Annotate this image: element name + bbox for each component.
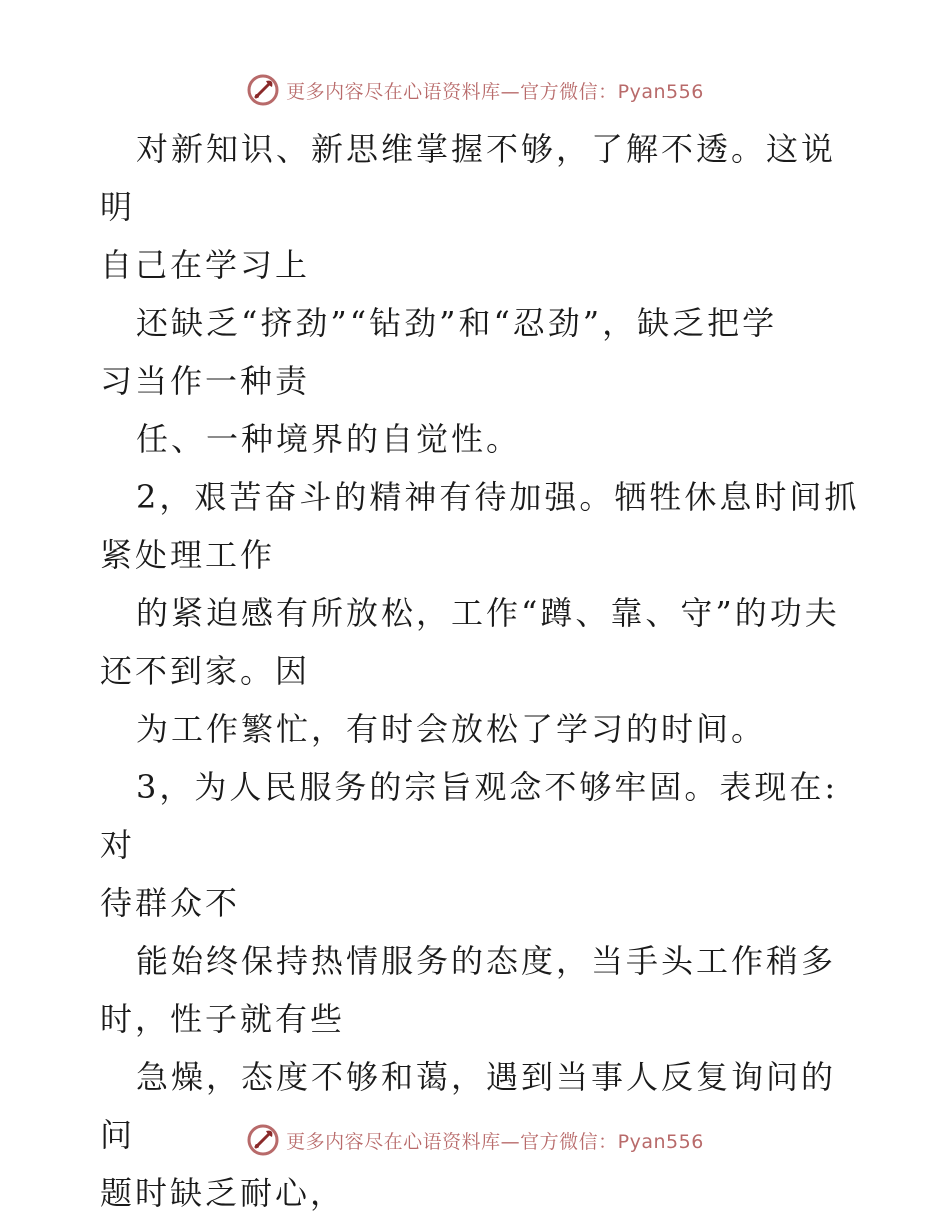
paragraph-line: 能始终保持热情服务的态度，当手头工作稍多 (136, 942, 837, 980)
paragraph-line-continued: 待群众不 (100, 884, 241, 922)
header-banner (0, 70, 950, 110)
paragraph-line-continued: 紧处理工作 (100, 536, 276, 574)
document-body (100, 120, 860, 1222)
paragraph-line: 对新知识、新思维掌握不够，了解不透。这说明 (100, 130, 837, 226)
paragraph-line-continued: 题时缺乏耐心， (100, 1174, 346, 1212)
paragraph-line: 2，艰苦奋斗的精神有待加强。牺牲休息时间抓 (136, 478, 860, 516)
paragraph-line: 急燥，态度不够和蔼，遇到当事人反复询问的问 (100, 1058, 837, 1154)
banner-separator: — (500, 1130, 521, 1153)
wechat-id: 官方微信：Pyan556 (520, 80, 704, 103)
wechat-id: 官方微信：Pyan556 (520, 1130, 704, 1153)
quill-logo-icon (246, 73, 280, 107)
footer-banner-text (286, 1127, 704, 1154)
paragraph-line-continued: 习当作一种责 (100, 362, 311, 400)
banner-separator: — (500, 80, 521, 103)
paragraph-line: 3，为人民服务的宗旨观念不够牢固。表现在:对 (100, 768, 839, 864)
paragraph-line-continued: 自己在学习上 (100, 246, 311, 284)
paragraph-line: 的紧迫感有所放松，工作“蹲、靠、守”的功夫 (136, 594, 840, 632)
header-banner-inner (246, 73, 704, 107)
footer-banner-inner (246, 1123, 704, 1157)
header-banner-text (286, 77, 704, 104)
paragraph-line-continued: 时，性子就有些 (100, 1000, 346, 1038)
paragraph-line: 还缺乏“挤劲”“钻劲”和“忍劲”，缺乏把学 (136, 304, 778, 342)
footer-banner (0, 1120, 950, 1160)
paragraph-line-continued: 还不到家。因 (100, 652, 311, 690)
paragraph-line: 为工作繁忙，有时会放松了学习的时间。 (136, 710, 767, 748)
site-name: 更多内容尽在心语资料库 (286, 80, 501, 103)
quill-logo-icon (246, 1123, 280, 1157)
paragraph-line: 任、一种境界的自觉性。 (136, 420, 522, 458)
site-name: 更多内容尽在心语资料库 (286, 1130, 501, 1153)
